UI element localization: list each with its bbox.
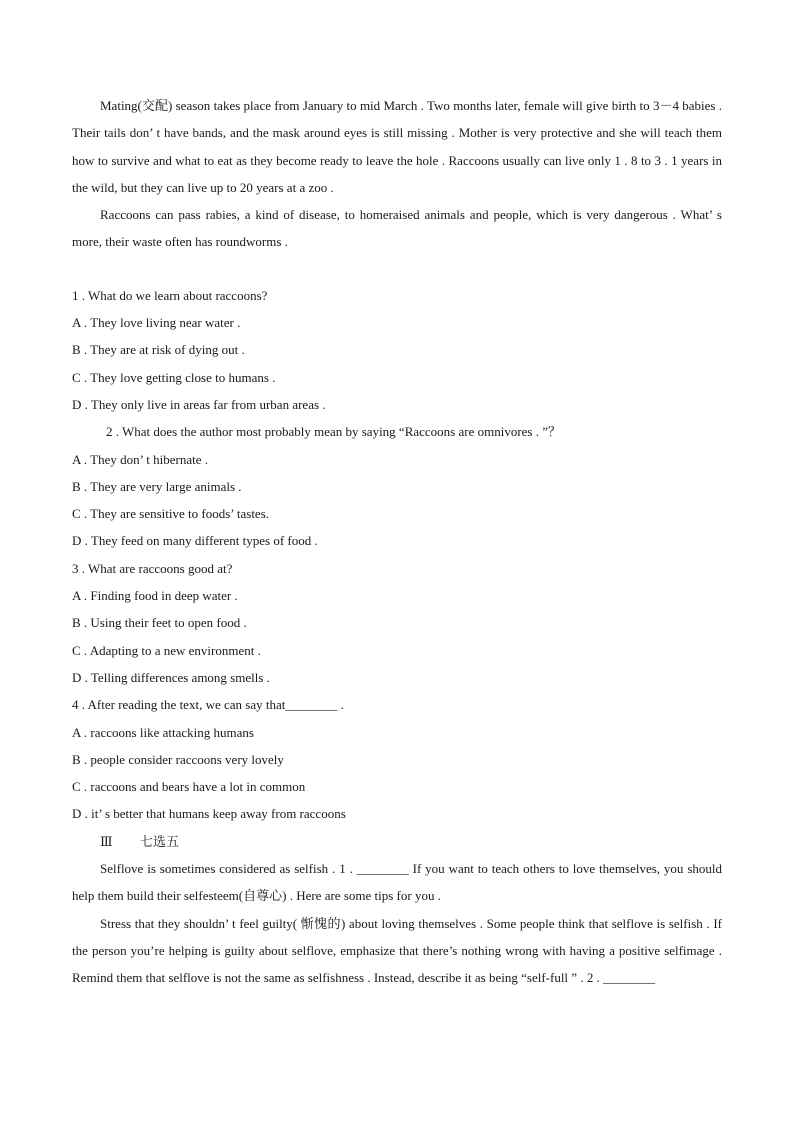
question-3 [72,555,722,691]
option-a: A . They don’ t hibernate . [72,451,208,467]
option-d: D . Telling differences among smells . [72,669,270,685]
question-stem: 3 . What are raccoons good at? [72,560,233,576]
option-d: D . They feed on many different types of food . [72,533,318,549]
question-stem: 1 . What do we learn about raccoons? [72,287,268,303]
option-a: A . They love living near water . [72,315,241,331]
option-c: C . Adapting to a new environment . [72,642,261,658]
section-heading [72,828,722,855]
option-b: B . people consider raccoons very lovely [72,751,284,767]
option-c: C . raccoons and bears have a lot in common [72,779,306,795]
option-d: D . They only live in areas far from urban areas . [72,396,326,412]
document-content [72,92,722,992]
option-a: A . raccoons like attacking humans [72,724,254,740]
passage2-paragraph-2: Stress that they shouldn’ t feel guilty( 惭愧的) about loving themselves . Some people think that selflove is selfish . If the person you’re helping is guilty about selflove, emphasize that there’s nothing wrong with having a positive selfimage . Remind them that selflove is not the same as selfishness . Instead, describe it as being “self-full ” . 2 . ________ [72,915,722,986]
passage-paragraph-1: Mating(交配) season takes place from January to mid March . Two months later, female will give birth to 3－4 babies . Their tails don’ t have bands, and the mask around eyes is still missing . Mother is very protective and she will teach them how to survive and what to eat as they become ready to leave the hole . Raccoons usually can live only 1 . 8 to 3 . 1 years in the wild, but they can live up to 20 years at a zoo . [72,98,722,195]
question-4 [72,691,722,827]
passage2-paragraph-1: Selflove is sometimes considered as selfish . 1 . ________ If you want to teach others to love themselves, you should help them build their selfesteem(自尊心) . Here are some tips for you . [72,861,722,904]
question-1 [72,282,722,418]
passage-paragraph-2: Raccoons can pass rabies, a kind of disease, to homeraised animals and people, which is very dangerous . What’ s more, their waste often has roundworms . [72,207,722,250]
question-stem: 4 . After reading the text, we can say that________ . [72,697,344,713]
question-2 [72,418,722,554]
option-b: B . They are very large animals . [72,478,242,494]
option-d: D . it’ s better that humans keep away from raccoons [72,806,346,822]
option-c: C . They are sensitive to foods’ tastes. [72,506,270,522]
question-stem: 2 . What does the author most probably mean by saying “Raccoons are omnivores . ”？ [106,424,562,440]
option-b: B . Using their feet to open food . [72,615,247,631]
section-title: 七选五 [140,833,180,849]
option-a: A . Finding food in deep water . [72,588,238,604]
spacer [72,256,722,282]
option-c: C . They love getting close to humans . [72,369,276,385]
section-numeral: Ⅲ [100,833,113,849]
option-b: B . They are at risk of dying out . [72,342,245,358]
